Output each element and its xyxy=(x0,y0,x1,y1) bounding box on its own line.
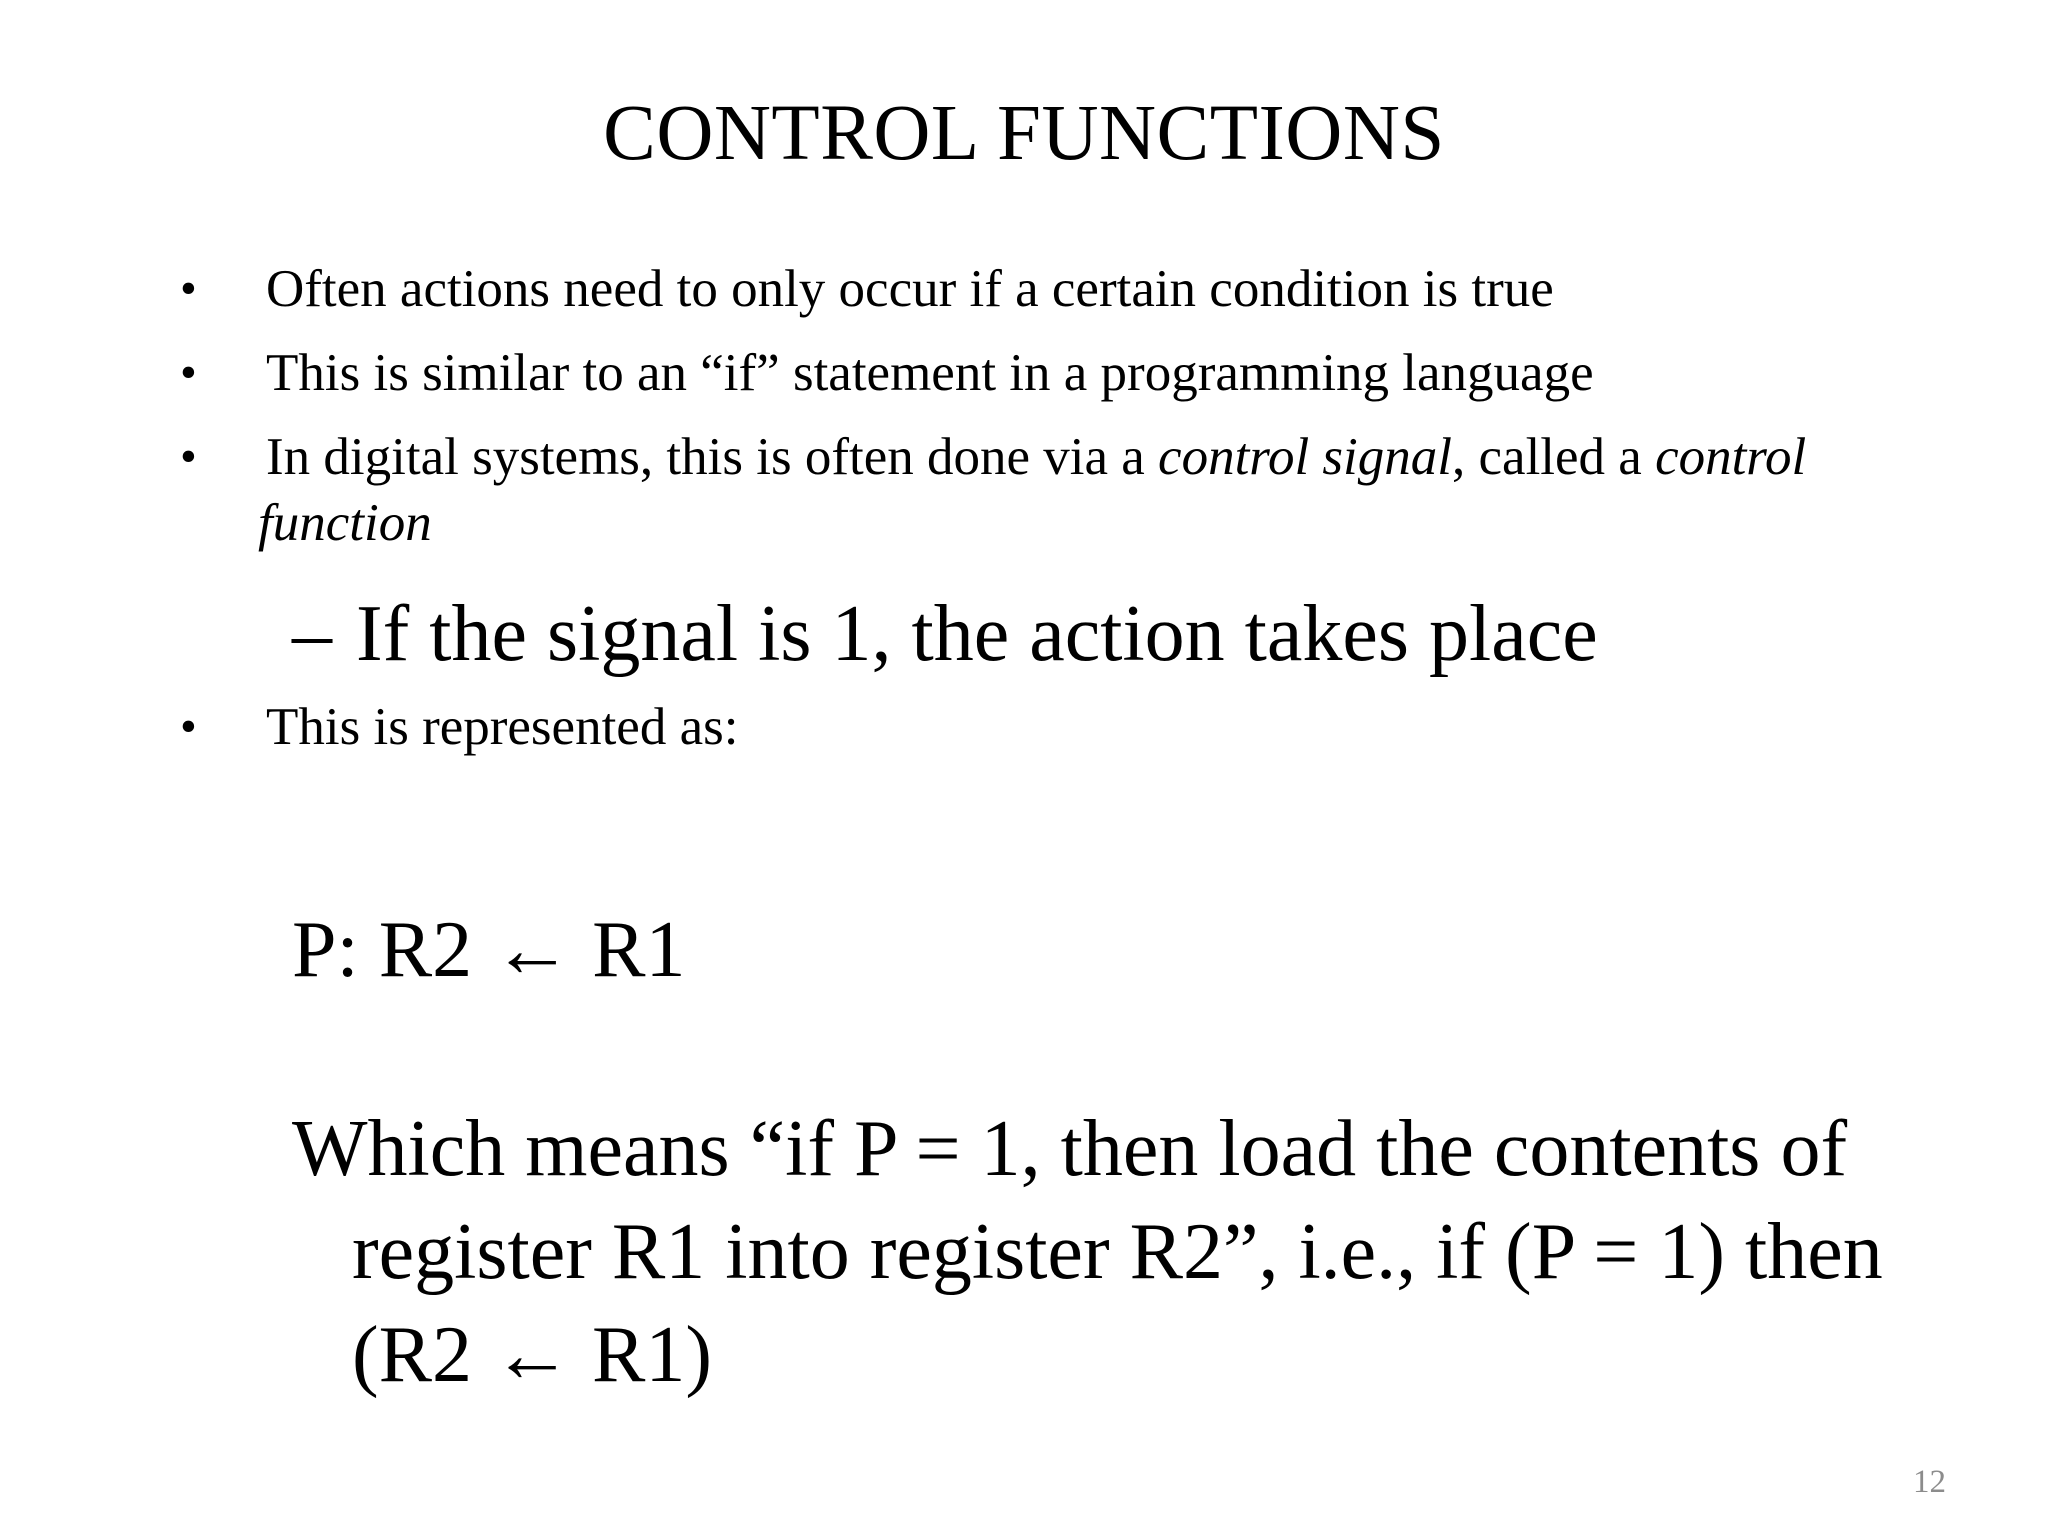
bullet-item: Often actions need to only occur if a certain condition is true xyxy=(266,260,1554,318)
register-transfer-expression: P: R2 ← R1 xyxy=(292,906,686,994)
bullet-icon: • xyxy=(180,262,197,315)
bullet-item: This is similar to an “if” statement in a programming language xyxy=(266,344,1594,402)
bullet-icon: • xyxy=(180,346,197,399)
bullet-icon: • xyxy=(180,430,197,483)
meaning-line: Which means “if P = 1, then load the contents of xyxy=(292,1105,1848,1193)
bullet-text: In digital systems, this is often done via a xyxy=(266,428,1159,486)
bullet-italic-text: function xyxy=(258,494,432,552)
sub-bullet-text: If the signal is 1, the action takes place xyxy=(356,590,1598,678)
meaning-line: (R2 ← R1) xyxy=(352,1311,712,1399)
bullet-italic-text: control xyxy=(1655,428,1807,486)
meaning-paragraph xyxy=(292,1098,1992,1407)
page-number: 12 xyxy=(1913,1464,1946,1500)
dash-icon: – xyxy=(292,590,332,678)
bullet-text: , called a xyxy=(1452,428,1656,486)
bullet-italic-text: control signal xyxy=(1158,428,1453,486)
bullet-item xyxy=(258,424,1966,556)
bullet-icon: • xyxy=(180,700,197,753)
meaning-line: register R1 into register R2”, i.e., if (P = 1) then xyxy=(352,1208,1883,1296)
bullet-item: This is represented as: xyxy=(266,698,739,756)
slide-title: CONTROL FUNCTIONS xyxy=(603,90,1445,177)
sub-bullet-item xyxy=(292,588,1598,680)
